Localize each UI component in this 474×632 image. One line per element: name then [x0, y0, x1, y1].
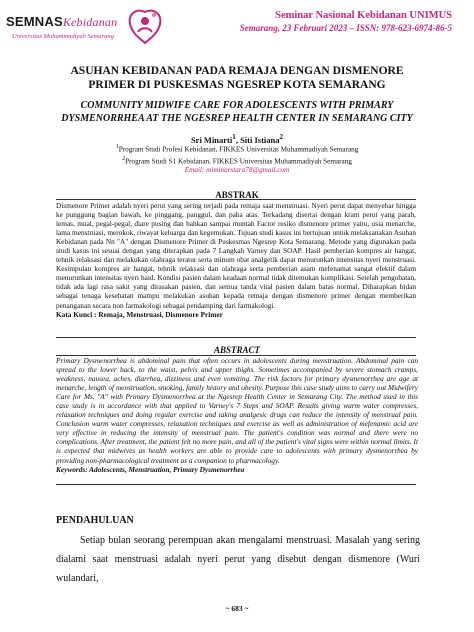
logo-script-text: Kebidanan	[62, 15, 118, 29]
intro-paragraph: Setiap bulan seorang perempuan akan mengalami menstruasi. Masalah yang sering dialami saat menstruasi adalah nyeri perut yang disebut dengan dismenore (Wuri wulandari,	[56, 535, 420, 584]
abstrak-body: Dismenore Primer adalah nyeri perut yang sering terjadi pada remaja saat menstruasi. Nyeri perut dapat menyebar hingga ke punggung bagian bawah, ke pinggang, panggul, dan paha atas. Terkadang disertai dengan kram perut yang parah, lemas, mual, pegal-pegal, diare pusing dan bahkan sampai muntah Factor resiko dismenore primer yaitu, usia menarche, lama menstruasi, merokok, riwayat keluarga dan kegemukan. Tujuan studi kasus ini bertujuan untuk melaksanakan Asuhan Kebidanan pada Nn "A" dengan Dismenore Primer di Puskesmas Ngesrep Kota Semarang. Metode yang digunakan pada studi kasus ini sesuai dengan yang diterapkan pada 7 Langkah Varney dan SOAP. Hasil pemberian kompres air hangat, tehnik relaksasi dan melakukan olahraga teratur serta minum obat analgetik dapat menurunkan intensitas nyeri menstruasi. Kesimpulan kompres air hangat, tehnik relaksasi dan olahraga serta pemberian asam mefenamat sangat efektif dalam menurunkan intensitas nyeri haid. Kondisi pasien dalam keadaan normal tidak ditemukan komplikasi. Setelah pengobatan, tidak ada lagi rasa sakit yang dirasakan pasien, dan semua tanda vital pasien dalam batas normal. Diharapkan bidan sebagai tenaga kesehatan mampu melakukan asuhan kepada remaja dengan dismenore primer dengan memberikan penanganan secara non farmakologi sebagai pendamping dari farmakologi. Kata Kunci : Remaja, Menstruasi, Dismenore Primer	[56, 201, 416, 319]
affiliation-2: $^2$Program Studi S1 Kebidanan, FIKKES Universitas Muhammadiyah Semarang	[122, 155, 352, 165]
seminar-info	[240, 10, 452, 33]
affiliations	[0, 143, 474, 175]
email-link[interactable]: miminarstara78@gmail.com	[206, 166, 290, 175]
divider	[56, 484, 416, 485]
article-english-title: COMMUNITY MIDWIFE CARE FOR ADOLESCENTS WITH PRIMARY DYSMENORRHEA AT THE NGESREP HEALTH CENTER IN SEMARANG CITY	[61, 100, 413, 124]
page-number: ~ 683 ~	[225, 604, 249, 613]
logo-subtitle: Universitas Muhammadiyah Semarang	[12, 33, 114, 40]
article-title: ASUHAN KEBIDANAN PADA REMAJA DENGAN DISMENORE PRIMER DI PUSKESMAS NGESREP KOTA SEMARANG	[70, 65, 404, 91]
seminar-title: Seminar Nasional Kebidanan UNIMUS	[275, 10, 452, 21]
author-list: Sri Minarti$^1$, Siti Istiana$^2$	[190, 133, 284, 145]
divider	[56, 199, 416, 200]
page-header	[0, 0, 474, 52]
author-name: Sri Minarti	[190, 134, 233, 145]
affiliation-1: $^1$Program Studi Profesi Kebidanan, FIKKES Universitas Muhammadiyah Semarang	[115, 144, 359, 154]
abstrak-keywords-label: Kata Kunci :	[56, 309, 99, 319]
divider	[56, 337, 416, 338]
abstract-heading: ABSTRACT	[213, 345, 260, 355]
abstrak-heading: ABSTRAK	[215, 190, 259, 200]
abstrak-keywords: Remaja, Menstruasi, Dismenore Primer	[98, 309, 223, 319]
abstract-body: Primary Dysmenorrhea is abdominal pain that often occurs in adolescents during menstruation. Abdominal pain can spread to the lower back, to the waist, pelvis and upper thighs. Sometimes accompanied by severe stomach cramps, weakness, nausea, aches, diarrhea, dizziness and even vomiting. The risk factors for primary dysmenorrhea are age at menarche, length of menstruation, smoking, family history and obesity. Purpose this case study aims to carry out Midwifery Care for Ms. "A" with Primary Dysmenorrhea at the Ngesrep Health Center in Semarang City. The method used in this case study is in accordance with that applied to Varney's 7 Steps and SOAP. Results giving warm water compresses, relaxation techniques and doing regular exercise and taking analgesic drugs can reduce the intensity of menstrual pain. Conclusion warm water compresses, relaxation techniques and exercise as well as administration of mefenamic acid are very effective in reducing the intensity of menstrual pain. The patient's condition was normal and there were no complications. After treatment, the patient felt no more pain, and all of the patient's vital signs were within normal limits. It is expected that midwives as health workers are able to provide care to adolescents with primary dysmenorrhea by providing non-pharmacological treatment as a companion to pharmacology. Keywords: Adolescents, Menstruation, Primary Dysmenorrhea	[56, 356, 418, 474]
logo-main-text: SEMNAS	[6, 14, 63, 29]
abstract-keywords: Adolescents, Menstruation, Primary Dysmenorrhea	[89, 464, 245, 474]
abstract-keywords-label: Keywords:	[56, 464, 90, 474]
author-email: Email: miminarstara78@gmail.com	[184, 166, 290, 175]
semnas-logo	[6, 6, 176, 48]
mother-child-emblem-icon	[124, 6, 166, 46]
seminar-date-issn: Semarang, 23 Februari 2023 – ISSN: 978-623-6974-86-5	[239, 23, 452, 33]
section-heading: PENDAHULUAN	[56, 515, 134, 526]
author-name: Siti Istiana	[240, 134, 280, 145]
